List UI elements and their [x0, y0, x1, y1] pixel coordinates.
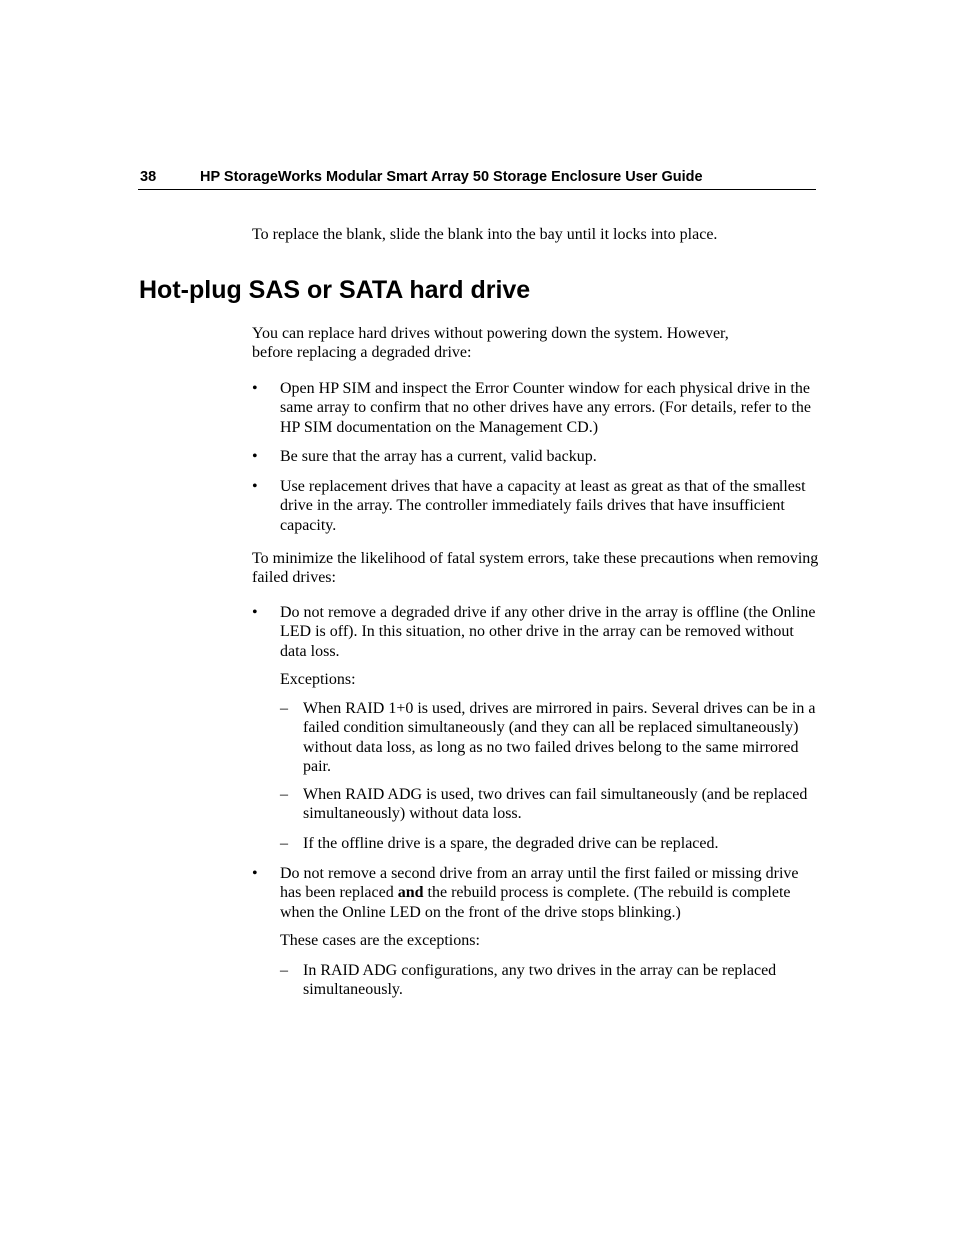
- paragraph-intro-replace: You can replace hard drives without powering down the system. However, before replacing a degraded drive:: [252, 325, 729, 362]
- bullet-text: Do not remove a degraded drive if any other drive in the array is offline (the Online LED is off). In this situation, no other drive in the array can be removed without data loss.: [280, 604, 816, 660]
- bullet-text: [280, 864, 817, 922]
- dash-mark: –: [280, 962, 288, 979]
- sub-item: [280, 699, 817, 777]
- sub-item-text: When RAID ADG is used, two drives can fail simultaneously (and be replaced simultaneously) without data loss.: [303, 786, 808, 823]
- intro-paragraph: To replace the blank, slide the blank into the bay until it locks into place.: [252, 226, 718, 243]
- bullet-text: Be sure that the array has a current, valid backup.: [280, 448, 597, 465]
- sub-item: [280, 785, 817, 824]
- sub-item-text: When RAID 1+0 is used, drives are mirrored in pairs. Several drives can be in a failed condition simultaneously (and they can all be replaced simultaneously) without data loss, as long as no two failed drives belong to the same mirrored pair.: [303, 700, 816, 776]
- bold-emphasis: and: [397, 884, 424, 902]
- dash-mark: –: [280, 700, 288, 717]
- text-segment: the rebuild process is complete. (The rebuild is complete when the Online LED on the front of the drive stops blinking.): [280, 884, 791, 921]
- bullet-mark: •: [252, 448, 258, 465]
- sub-item-text: If the offline drive is a spare, the degraded drive can be replaced.: [303, 835, 719, 852]
- dash-mark: –: [280, 835, 288, 852]
- text-segment: Do not remove a second drive from an array until the first failed or missing drive has been replaced: [280, 865, 799, 902]
- bullet-mark: •: [252, 604, 258, 621]
- bullet-text: Open HP SIM and inspect the Error Counter window for each physical drive in the same array to confirm that no other drives have any errors. (For details, refer to the HP SIM documentation on the Management CD.): [280, 380, 811, 436]
- sub-item: [280, 961, 817, 1000]
- sub-item-text: In RAID ADG configurations, any two drives in the array can be replaced simultaneously.: [303, 962, 777, 999]
- bullet-item: [252, 447, 817, 466]
- exceptions-label: Exceptions:: [280, 671, 356, 688]
- bullet-mark: •: [252, 478, 258, 495]
- bullet-item: [252, 864, 817, 922]
- running-header: [138, 169, 816, 190]
- bullet-mark: •: [252, 380, 258, 397]
- bullet-item: [252, 477, 817, 535]
- dash-mark: –: [280, 786, 288, 803]
- header-title: HP StorageWorks Modular Smart Array 50 Storage Enclosure User Guide: [200, 169, 703, 185]
- sub-item: [280, 834, 817, 853]
- bullet-item: [252, 603, 817, 661]
- bullet-text: Use replacement drives that have a capacity at least as great as that of the smallest drive in the array. The controller immediately fails drives that have insufficient capacity.: [280, 478, 806, 534]
- bullet-item: [252, 379, 817, 437]
- exceptions-label: These cases are the exceptions:: [280, 932, 480, 949]
- bullet-mark: •: [252, 865, 258, 882]
- page-number: 38: [140, 169, 157, 185]
- paragraph-precautions: To minimize the likelihood of fatal system errors, take these precautions when removing failed drives:: [252, 550, 819, 587]
- section-heading: Hot-plug SAS or SATA hard drive: [139, 276, 531, 304]
